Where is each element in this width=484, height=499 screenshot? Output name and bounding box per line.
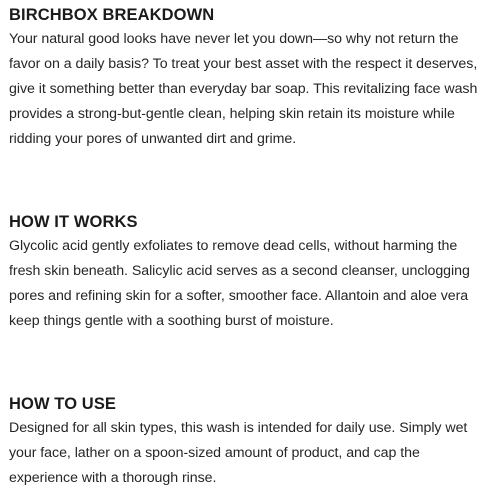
section-how-it-works [9, 212, 479, 334]
section-birchbox-breakdown [9, 5, 479, 152]
section-heading-how-to-use: HOW TO USE [9, 395, 117, 413]
section-body-how-it-works: Glycolic acid gently exfoliates to remove dead cells, without harming the fresh skin beneath. Salicylic acid serves as a second cleanser, unclogging pores and refining skin for a softer, smoother face. Allantoin and aloe vera keep things gentle with a soothing burst of moisture. [9, 238, 470, 329]
section-body-breakdown: Your natural good looks have never let you down—so why not return the favor on a daily basis? To treat your best asset with the respect it deserves, give it something better than everyday bar soap. This revitalizing face wash provides a strong-but-gentle clean, helping skin retain its moisture while ridding your pores of unwanted dirt and grime. [9, 31, 478, 147]
section-heading-how-it-works: HOW IT WORKS [9, 213, 138, 231]
section-heading-breakdown: BIRCHBOX BREAKDOWN [9, 6, 215, 24]
section-body-how-to-use: Designed for all skin types, this wash is intended for daily use. Simply wet your face, lather on a spoon-sized amount of product, and cap the experience with a thorough rinse. [9, 420, 468, 486]
section-how-to-use [9, 394, 479, 491]
